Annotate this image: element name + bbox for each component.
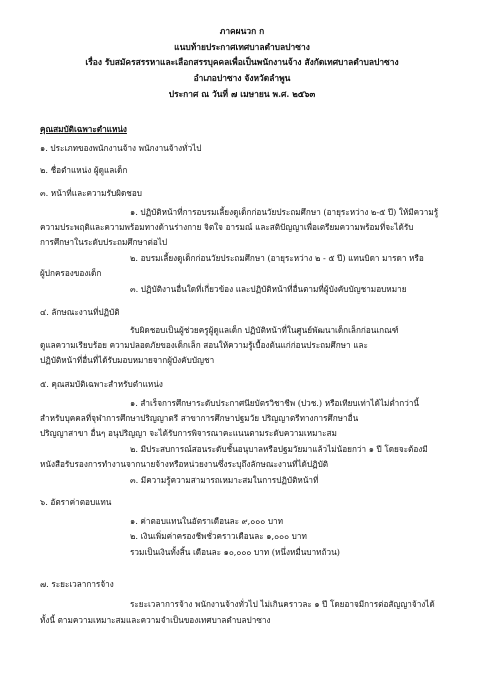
section-6-item-1: ๑. ค่าตอบแทนในอัตราเดือนละ ๙,๐๐๐ บาท bbox=[130, 516, 284, 526]
section-4-line-2: ดูแลความเรียบร้อย ความปลอดภัยของเด็กเล็ก สอนให้ความรู้เบื้องต้นแก่ก่อนประถมศึกษา และ bbox=[40, 340, 368, 350]
section-3-title: ๓. หน้าที่และความรับผิดชอบ bbox=[40, 188, 142, 198]
attached-heading: แนบท้ายประกาศเทศบาลตำบลปาซาง bbox=[174, 43, 310, 53]
section-3-item-2-line-2: ผู้ปกครองของเด็ก bbox=[40, 268, 102, 278]
annex-heading: ภาคผนวก ก bbox=[219, 27, 265, 37]
section-7-line-1: ระยะเวลาการจ้าง พนักงานจ้างทั่วไป ไม่เกินคราวละ ๑ ปี โดยอาจมีการต่อสัญญาจ้างได้ bbox=[130, 599, 435, 609]
section-3-item-3: ๓. ปฏิบัติงานอื่นใดที่เกี่ยวข้อง และปฏิบัติหน้าที่อื่นตามที่ผู้บังคับบัญชามอบหมาย bbox=[130, 284, 407, 294]
section-5-item-1-line-2: สำหรับบุคคลที่จุฬาการศึกษาปริญญาตรี สาขาการศึกษาปฐมวัย ปริญญาตรีทางการศึกษาอื่น bbox=[40, 413, 359, 423]
section-5-item-3: ๓. มีความรู้ความสามารถเหมาะสมในการปฏิบัติหน้าที่ bbox=[130, 475, 319, 485]
section-3-item-1-line-1: ๑. ปฏิบัติหน้าที่การอบรมเลี้ยงดูเด็กก่อนวัยประถมศึกษา (อายุระหว่าง ๒-๕ ปี) ให้มีความรู้ bbox=[130, 207, 439, 217]
date-heading: ประกาศ ณ วันที่ ๗ เมษายน พ.ศ. ๒๕๖๓ bbox=[168, 90, 316, 100]
qualifications-title: คุณสมบัติเฉพาะตำแหน่ง bbox=[40, 124, 127, 134]
section-6-total: รวมเป็นเงินทั้งสิ้น เดือนละ ๑๐,๐๐๐ บาท (หนึ่งหมื่นบาทถ้วน) bbox=[130, 547, 340, 557]
section-7-title: ๗. ระยะเวลาการจ้าง bbox=[40, 579, 114, 589]
section-5-item-1-line-3: ปริญญาสาขา อื่นๆ อนุปริญญา จะได้รับการพิจารณาคะแนนตามระดับความเหมาะสม bbox=[40, 428, 337, 438]
section-6-title: ๖. อัตราค่าตอบแทน bbox=[40, 497, 112, 507]
section-6-item-2: ๒. เงินเพิ่มค่าครองชีพชั่วคราวเดือนละ ๑,๐๐๐ บาท bbox=[130, 531, 307, 541]
section-5-title: ๕. คุณสมบัติเฉพาะสำหรับตำแหน่ง bbox=[40, 379, 163, 389]
section-3-item-1-line-2: ความประพฤติและความพร้อมทางด้านร่างกาย จิตใจ อารมณ์ และสติปัญญาเพื่อเตรียมความพร้อมที่จะได้รับ bbox=[40, 222, 414, 232]
section-4-line-1: รับผิดชอบเป็นผู้ช่วยครูผู้ดูแลเด็ก ปฏิบัติหน้าที่ในศูนย์พัฒนาเด็กเล็กก่อนเกณฑ์ bbox=[130, 325, 399, 335]
district-heading: อำเภอปาซาง จังหวัดลำพูน bbox=[193, 74, 291, 84]
section-3-item-1-line-3: การศึกษาในระดับประถมศึกษาต่อไป bbox=[40, 237, 168, 247]
section-5-item-2-line-2: หนังสือรับรองการทำงานจากนายจ้างหรือหน่วยงานซึ่งระบุถึงลักษณะงานที่ได้ปฏิบัติ bbox=[40, 459, 329, 469]
section-4-line-3: ปฏิบัติหน้าที่อื่นที่ได้รับมอบหมายจากผู้บังคับบัญชา bbox=[40, 355, 215, 365]
subject-heading: เรื่อง รับสมัครสรรหาและเลือกสรรบุคคลเพื่อเป็นพนักงานจ้าง สังกัดเทศบาลตำบลปาซาง bbox=[85, 58, 399, 68]
section-4-title: ๔. ลักษณะงานที่ปฏิบัติ bbox=[40, 307, 120, 317]
section-5-item-2-line-1: ๒. มีประสบการณ์สอนระดับชั้นอนุบาลหรือปฐมวัยมาแล้วไม่น้อยกว่า ๑ ปี โดยจะต้องมี bbox=[130, 444, 428, 454]
section-7-line-2: ทั้งนี้ ตามความเหมาะสมและความจำเป็นของเทศบาลตำบลปาซาง bbox=[40, 615, 271, 625]
section-2: ๒. ชื่อตำแหน่ง ผู้ดูแลเด็ก bbox=[40, 165, 128, 175]
section-5-item-1-line-1: ๑. สำเร็จการศึกษาระดับประกาศนียบัตรวิชาชีพ (ปวช.) หรือเทียบเท่าได้ไม่ต่ำกว่านี้ bbox=[130, 398, 420, 408]
section-3-item-2-line-1: ๒. อบรมเลี้ยงดูเด็กก่อนวัยประถมศึกษา (อายุระหว่าง ๒ - ๕ ปี) แทนบิดา มารดา หรือ bbox=[130, 253, 424, 263]
section-1: ๑. ประเภทของพนักงานจ้าง พนักงานจ้างทั่วไป bbox=[40, 143, 202, 153]
